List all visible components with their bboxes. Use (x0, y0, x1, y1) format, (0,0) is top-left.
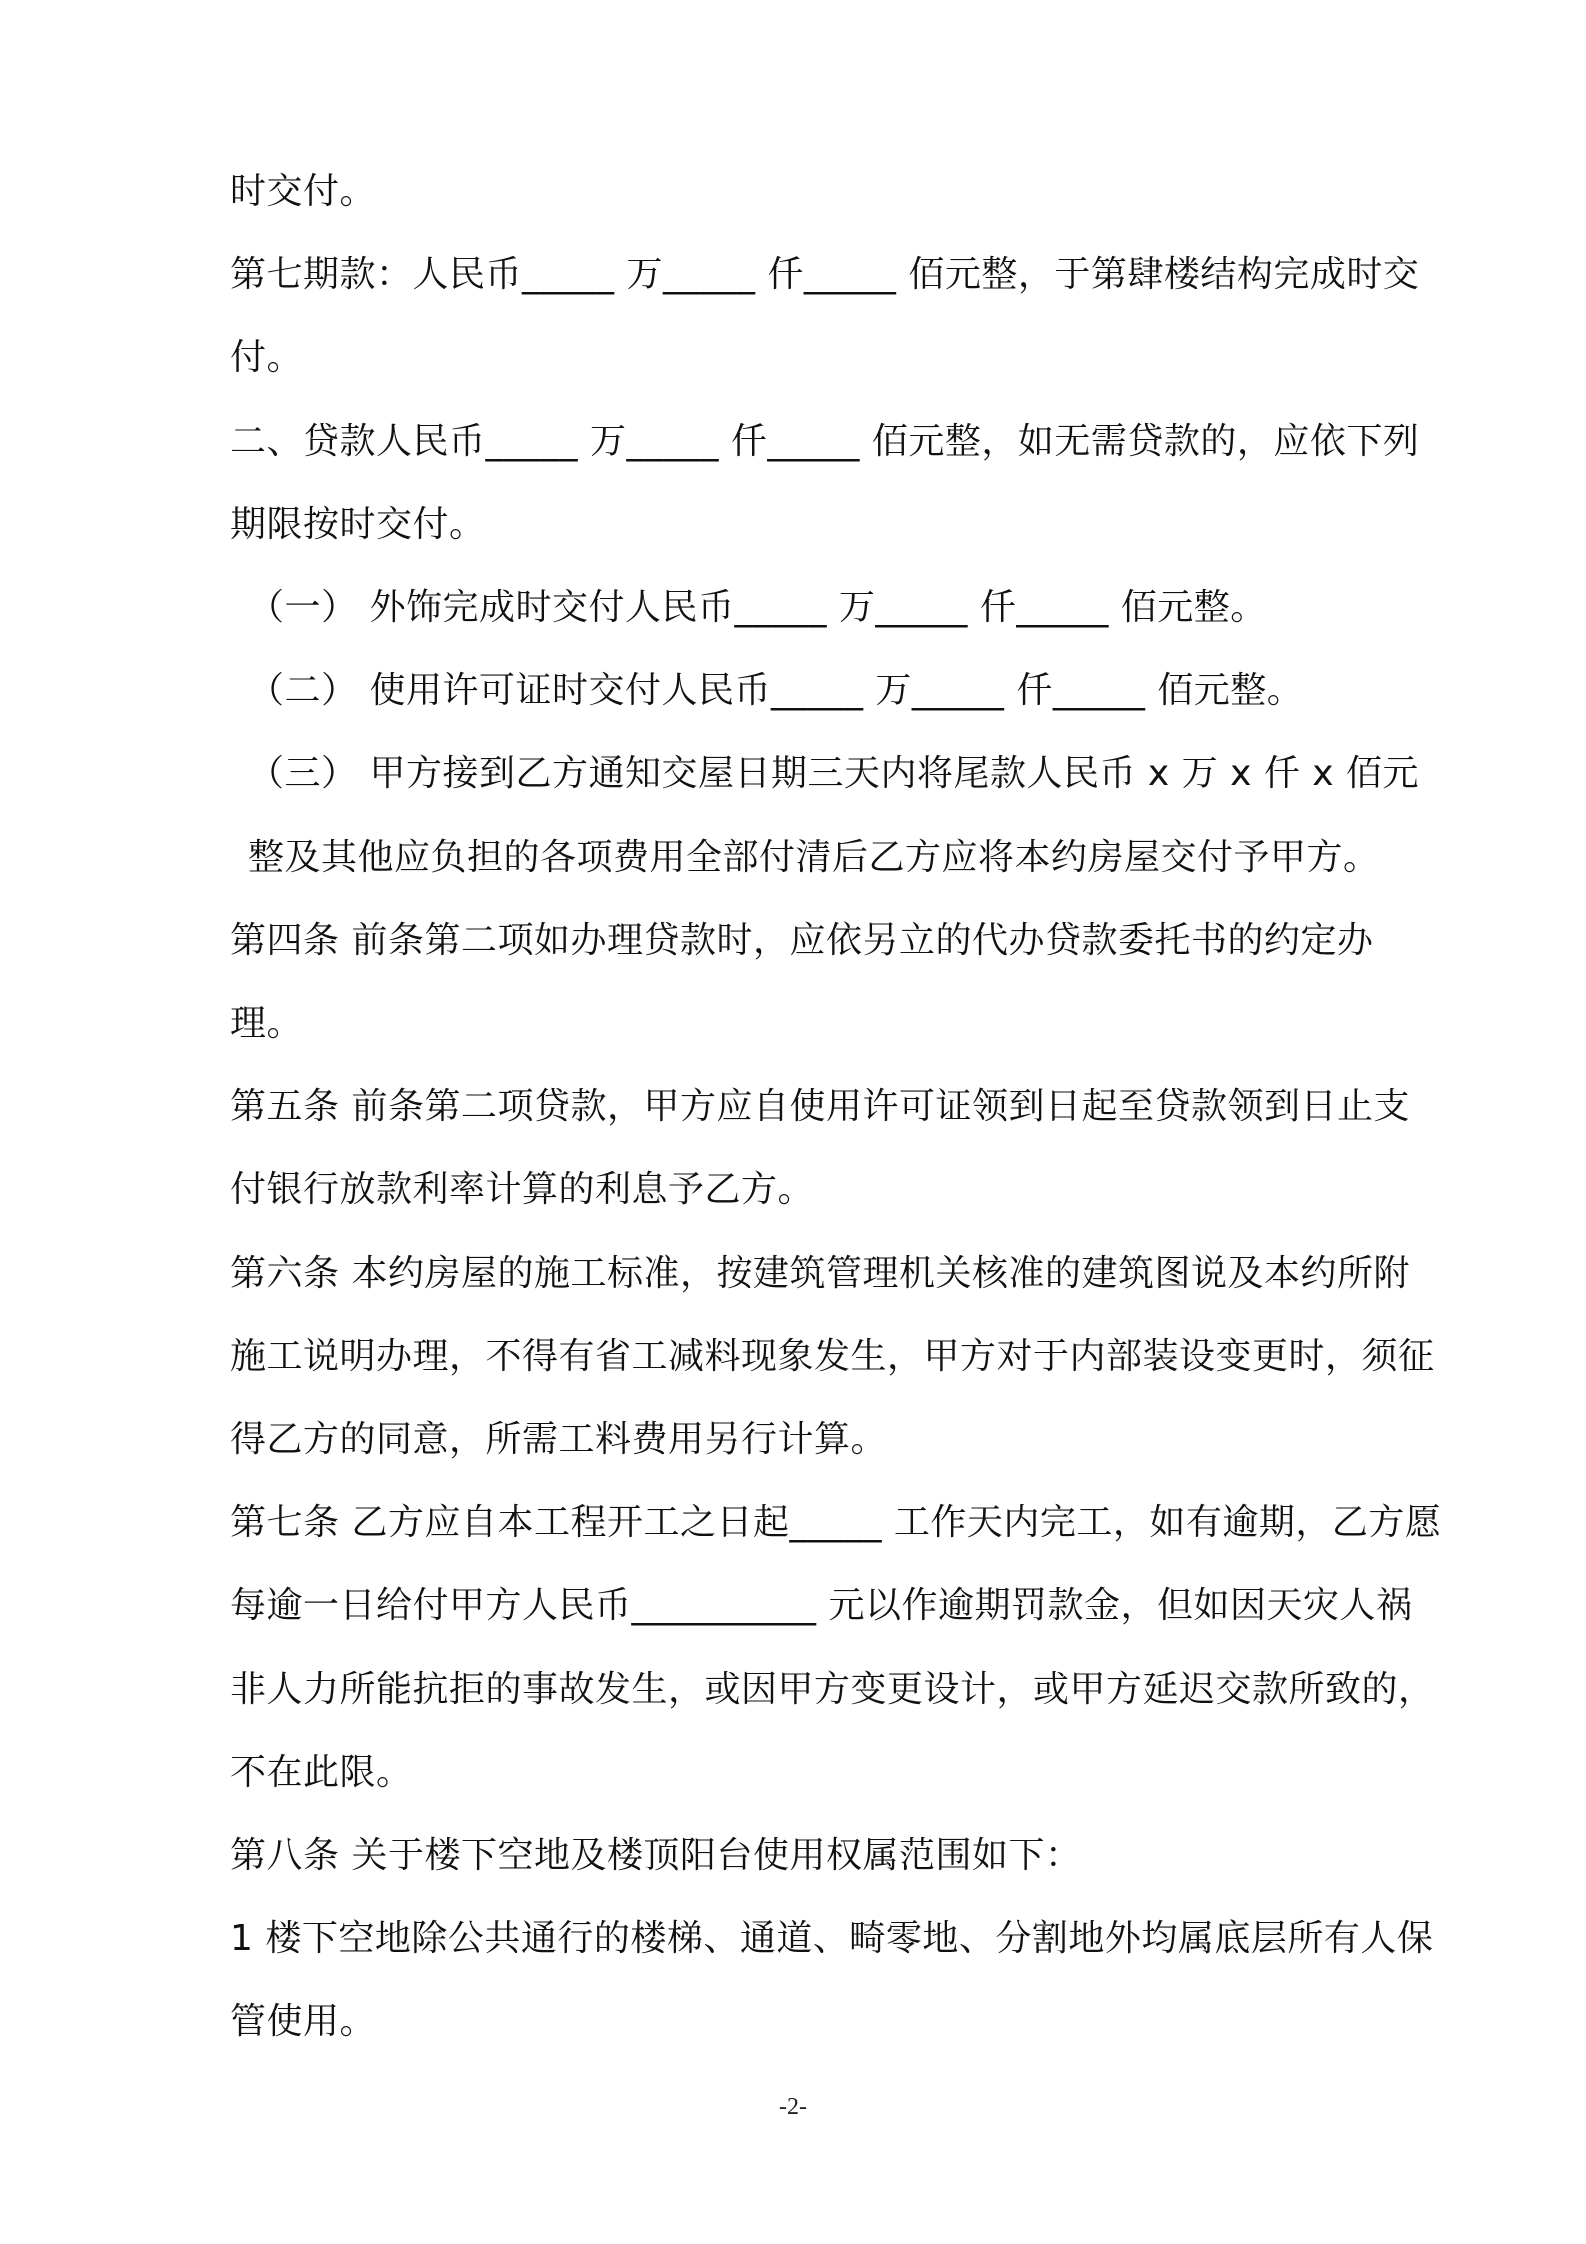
paragraph-article-six: 第六条 本约房屋的施工标准，按建筑管理机关核准的建筑图说及本约所附施工说明办理，不得有省工减料现象发生，甲方对于内部装设变更时，须征得乙方的同意，所需工料费用另行计算。 (230, 1252, 1435, 1461)
paragraph-payment-continuation: 时交付。 (230, 171, 377, 212)
paragraph-article-eight-item-one: 1 楼下空地除公共通行的楼梯、通道、畸零地、分割地外均属底层所有人保管使用。 (230, 1918, 1434, 2043)
paragraph-item-three: （三） 甲方接到乙方通知交屋日期三天内将尾款人民币 x 万 x 仟 x 佰元整及其他应负担的各项费用全部付清后乙方应将本约房屋交付予甲方。 (248, 753, 1420, 878)
paragraph-item-two: （二） 使用许可证时交付人民币_____ 万_____ 仟_____ 佰元整。 (248, 670, 1304, 712)
paragraph-article-four: 第四条 前条第二项如办理贷款时，应依另立的代办贷款委托书的约定办理。 (230, 919, 1374, 1045)
paragraph-article-eight: 第八条 关于楼下空地及楼顶阳台使用权属范围如下： (230, 1835, 1082, 1877)
paragraph-item-one: （一） 外饰完成时交付人民币_____ 万_____ 仟_____ 佰元整。 (248, 587, 1267, 629)
document-body (230, 150, 1445, 2064)
paragraph-loan-amount: 二、贷款人民币_____ 万_____ 仟_____ 佰元整，如无需贷款的，应依下列期限按时交付。 (230, 420, 1420, 545)
paragraph-article-seven: 第七条 乙方应自本工程开工之日起_____ 工作天内完工，如有逾期，乙方愿每逾一日给付甲方人民币__________ 元以作逾期罚款金，但如因天灾人祸非人力所能抗拒的事故发生，或因甲方变更设计，或甲方延迟交款所致的，不在此限。 (230, 1502, 1442, 1793)
paragraph-article-five: 第五条 前条第二项贷款，甲方应自使用许可证领到日起至贷款领到日止支付银行放款利率计算的利息予乙方。 (230, 1086, 1410, 1211)
page-number: -2- (779, 2094, 807, 2120)
paragraph-seventh-installment: 第七期款：人民币_____ 万_____ 仟_____ 佰元整，于第肆楼结构完成时交付。 (230, 254, 1420, 379)
